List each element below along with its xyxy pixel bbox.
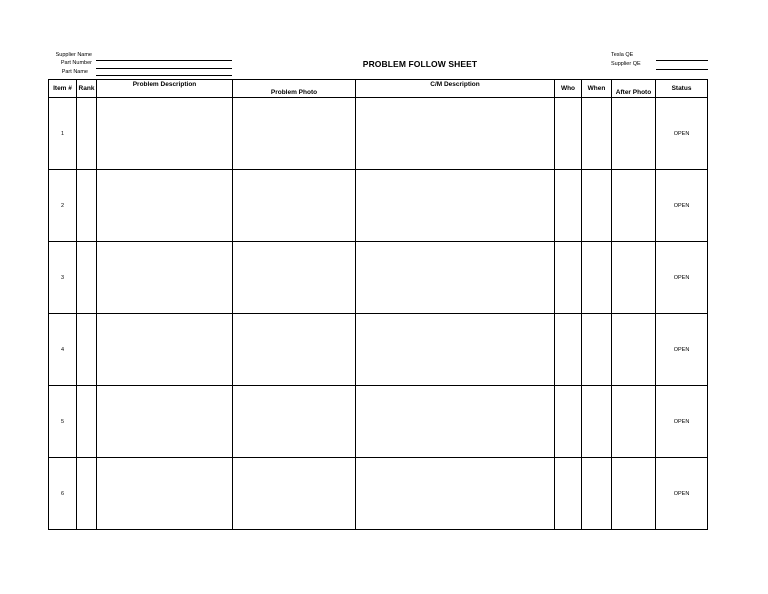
when-cell[interactable] <box>582 242 612 314</box>
cm-description-cell[interactable] <box>356 386 555 458</box>
cm-description-cell[interactable] <box>356 314 555 386</box>
status-cell: OPEN <box>656 170 708 242</box>
status-cell: OPEN <box>656 458 708 530</box>
table-row <box>49 386 708 458</box>
col-problem-photo: Problem Photo <box>233 80 356 98</box>
problem-photo-cell[interactable] <box>233 386 356 458</box>
rank-cell[interactable] <box>77 386 97 458</box>
when-cell[interactable] <box>582 386 612 458</box>
when-cell[interactable] <box>582 98 612 170</box>
item-number-cell: 6 <box>49 458 77 530</box>
who-cell[interactable] <box>555 314 582 386</box>
table-row <box>49 98 708 170</box>
rank-cell[interactable] <box>77 458 97 530</box>
tesla-qe-label: Tesla QE <box>611 52 634 58</box>
status-cell: OPEN <box>656 98 708 170</box>
cm-description-cell[interactable] <box>356 98 555 170</box>
problem-follow-table <box>48 79 708 530</box>
problem-description-cell[interactable] <box>97 314 233 386</box>
who-cell[interactable] <box>555 386 582 458</box>
when-cell[interactable] <box>582 314 612 386</box>
cm-description-cell[interactable] <box>356 458 555 530</box>
cm-description-cell[interactable] <box>356 242 555 314</box>
after-photo-cell[interactable] <box>612 242 656 314</box>
supplier-qe-label: Supplier QE <box>611 61 641 67</box>
item-number-cell: 1 <box>49 98 77 170</box>
part-number-field[interactable] <box>96 68 232 69</box>
after-photo-cell[interactable] <box>612 314 656 386</box>
status-cell: OPEN <box>656 242 708 314</box>
problem-description-cell[interactable] <box>97 98 233 170</box>
problem-photo-cell[interactable] <box>233 98 356 170</box>
when-cell[interactable] <box>582 170 612 242</box>
problem-description-cell[interactable] <box>97 242 233 314</box>
problem-photo-cell[interactable] <box>233 458 356 530</box>
who-cell[interactable] <box>555 170 582 242</box>
who-cell[interactable] <box>555 458 582 530</box>
table-row <box>49 314 708 386</box>
rank-cell[interactable] <box>77 98 97 170</box>
col-cm-description: C/M Description <box>356 80 555 98</box>
status-cell: OPEN <box>656 314 708 386</box>
who-cell[interactable] <box>555 242 582 314</box>
after-photo-cell[interactable] <box>612 98 656 170</box>
who-cell[interactable] <box>555 98 582 170</box>
item-number-cell: 5 <box>49 386 77 458</box>
item-number-cell: 4 <box>49 314 77 386</box>
col-who: Who <box>555 80 582 98</box>
table-row <box>49 458 708 530</box>
problem-description-cell[interactable] <box>97 458 233 530</box>
cm-description-cell[interactable] <box>356 170 555 242</box>
rank-cell[interactable] <box>77 314 97 386</box>
supplier-name-field[interactable] <box>96 60 232 61</box>
col-status: Status <box>656 80 708 98</box>
problem-description-cell[interactable] <box>97 170 233 242</box>
supplier-name-label: Supplier Name <box>55 52 92 58</box>
page-title: PROBLEM FOLLOW SHEET <box>362 59 478 69</box>
status-cell: OPEN <box>656 386 708 458</box>
table-row <box>49 242 708 314</box>
item-number-cell: 2 <box>49 170 77 242</box>
table-row <box>49 170 708 242</box>
col-problem-description: Problem Description <box>97 80 233 98</box>
col-item-number: Item # <box>49 80 77 98</box>
col-when: When <box>582 80 612 98</box>
problem-photo-cell[interactable] <box>233 170 356 242</box>
after-photo-cell[interactable] <box>612 458 656 530</box>
col-after-photo: After Photo <box>612 80 656 98</box>
header-row <box>49 80 708 98</box>
part-name-label: Part Name <box>61 69 88 75</box>
rank-cell[interactable] <box>77 170 97 242</box>
when-cell[interactable] <box>582 458 612 530</box>
problem-photo-cell[interactable] <box>233 314 356 386</box>
part-number-label: Part Number <box>60 60 92 66</box>
rank-cell[interactable] <box>77 242 97 314</box>
tesla-qe-field[interactable] <box>656 60 708 61</box>
item-number-cell: 3 <box>49 242 77 314</box>
problem-photo-cell[interactable] <box>233 242 356 314</box>
problem-description-cell[interactable] <box>97 386 233 458</box>
after-photo-cell[interactable] <box>612 386 656 458</box>
col-rank: Rank <box>77 80 97 98</box>
after-photo-cell[interactable] <box>612 170 656 242</box>
supplier-qe-field[interactable] <box>656 69 708 70</box>
part-name-field[interactable] <box>96 75 232 76</box>
